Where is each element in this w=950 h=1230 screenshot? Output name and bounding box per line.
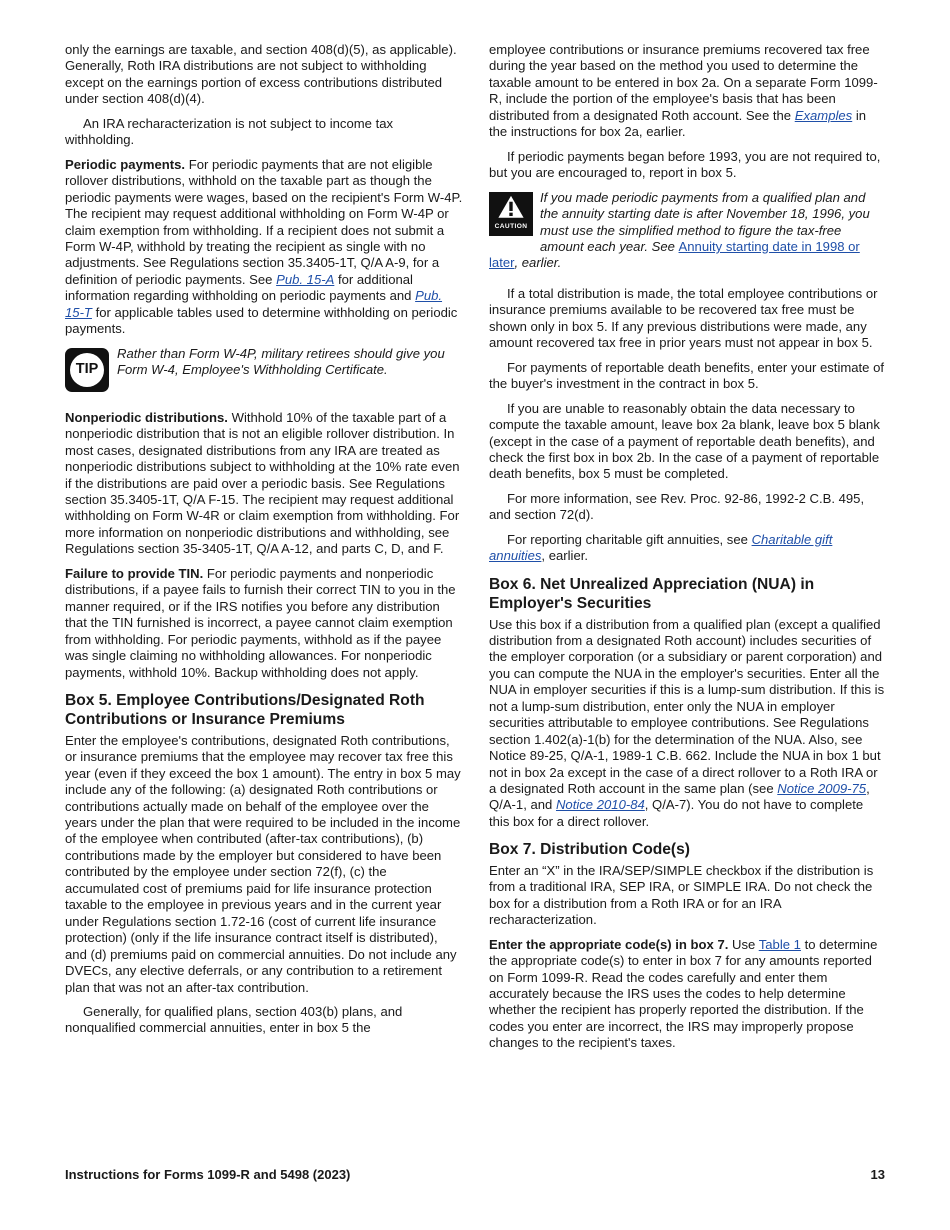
paragraph: For more information, see Rev. Proc. 92-86, 1992-2 C.B. 495, and section 72(d).: [489, 490, 865, 523]
paragraph: Enter the appropriate code(s) in box 7. Use Table 1 to determine the appropriate code(s) to enter in box 7 for any amounts reported on Form 1099-R. Read the codes carefully and enter them accurately because the IRS uses the codes to help determine whether the recipient has properly reported the distribution. If the codes you enter are incorrect, the IRS may improperly propose changes to the recipient's taxes.: [489, 936, 878, 1051]
footer-title: Instructions for Forms 1099-R and 5498 (2023): [65, 1167, 351, 1182]
charitable-gift-annuities-link[interactable]: Charitable gift annuities: [489, 531, 833, 564]
caution-icon: CAUTION: [489, 192, 533, 236]
pub-15a-link[interactable]: Pub. 15-A: [276, 271, 335, 287]
nonperiodic-paragraph: Nonperiodic distributions. Withhold 10% of the taxable part of a nonperiodic distribution that is not an eligible rollover distribution. In most cases, designated distributions from any IRA are treated as nonperiodic distributions subject to withholding at the 10% rate even if the distributions are paid over a periodic basis. See Regulations section 35.3405-1T, Q/A F-15. The recipient may request additional withholding on Form W-4R or claim exemption from withholding. For more information on nonperiodic distributions and withholding, see Regulations section 35-3405-1T, Q/A A-12, and parts C, D, and F.: [65, 409, 460, 557]
warning-triangle-icon: [495, 195, 527, 219]
table-1-link[interactable]: Table 1: [758, 936, 801, 952]
box7-heading: Box 7. Distribution Code(s): [489, 841, 690, 859]
paragraph: Enter the employee's contributions, designated Roth contributions, or insurance premiums that the employee may recover tax free this year (even if they exceed the box 1 amount). The entry in box 5 may include any of the following: (a) designated Roth contributions or contributions actually made on behalf of the employee over the years under the plan that were required to be included in the income of the employee when contributed (after-tax contributions), (b) contributions made by the employer but considered to have been contributed by the employee under section 72(f), (c) the accumulated cost of premiums paid for life insurance protection taxable to the employee in previous years and in the current year under Regulations section 1.72-16 (cost of current life insurance protection) (only if the life insurance contract itself is distributed), and (d) premiums paid on commercial annuities. Do not include any DVECs, any elective deferrals, or any contribution to a retirement plan that was not an after-tax contribution.: [65, 732, 461, 995]
pub-15t-link[interactable]: Pub. 15-T: [65, 288, 443, 320]
paragraph: Generally, for qualified plans, section 403(b) plans, and nonqualified commercial annuities, enter in box 5 the: [65, 1004, 403, 1036]
paragraph: If periodic payments began before 1993, you are not required to, but you are encouraged to, report in box 5.: [489, 148, 881, 181]
notice-2009-75-link[interactable]: Notice 2009-75: [777, 781, 867, 797]
caution-note: CAUTION If you made periodic payments from a qualified plan and the annuity starting date is after November 18, 1996, you must use the simplified method to figure the tax-free amount each year. See Annuity starting date in 1998 or later, earlier.: [489, 189, 870, 271]
paragraph: If you are unable to reasonably obtain the data necessary to compute the taxable amount, leave box 2a blank, leave box 5 blank (except in the case of a payment of reportable death benefits), and check the first box in box 2b. In the case of a payment of reportable death benefits, box 5 must be completed.: [489, 400, 880, 482]
paragraph: Use this box if a distribution from a qualified plan (except a qualified distribution from a designated Roth account) includes securities of the employer corporation (or a subsidiary or parent corporation) and you can compute the NUA in the employer's securities. Enter all the NUA in employer securities if this is a lump-sum distribution. If this is not a lump-sum distribution, enter only the NUA in employer securities attributable to employee contributions. See Regulations section 1.402(a)-1(b) for the determination of the NUA. Also, see Notice 89-25, Q/A-1, 1989-1 C.B. 662. Include the NUA in box 1 but not in box 2a except in the case of a direct rollover to a Roth IRA or a designated Roth account in the same plan (see Notice 2009-75, Q/A-1, and Notice 2010-84, Q/A-7). You do not have to complete this box for a direct rollover.: [489, 616, 885, 829]
left-column: [65, 42, 463, 1045]
paragraph: For payments of reportable death benefits, enter your estimate of the buyer's investment in the contract in box 5.: [489, 359, 885, 392]
tip-icon: TIP: [65, 348, 109, 392]
examples-link[interactable]: Examples: [794, 107, 853, 123]
run-in-heading: Periodic payments.: [65, 156, 186, 172]
paragraph: Enter an “X” in the IRA/SEP/SIMPLE checkbox if the distribution is from a traditional IRA, SEP IRA, or SIMPLE IRA. Do not check the box for a distribution from a Roth IRA or for an IRA recharacterization.: [489, 862, 874, 928]
tip-note: [65, 346, 463, 402]
box5-heading: Box 5. Employee Contributions/Designated Roth Contributions or Insurance Premiums: [65, 691, 425, 729]
annuity-starting-date-link[interactable]: Annuity starting date in 1998 or later: [489, 238, 860, 271]
run-in-heading: Failure to provide TIN.: [65, 565, 204, 581]
page-number: 13: [870, 1167, 885, 1182]
box6-heading: Box 6. Net Unrealized Appreciation (NUA) in Employer's Securities: [489, 575, 815, 613]
tip-text: Rather than Form W-4P, military retirees should give you Form W-4, Employee's Withholding Certificate.: [117, 345, 445, 378]
paragraph: For reporting charitable gift annuities, see Charitable gift annuities, earlier.: [489, 531, 833, 564]
notice-2010-84-link[interactable]: Notice 2010-84: [555, 797, 645, 813]
run-in-heading: Enter the appropriate code(s) in box 7.: [489, 936, 729, 952]
paragraph: employee contributions or insurance premiums recovered tax free during the year based on the method you used to determine the taxable amount to be entered in box 2a. On a separate Form 1099-R, include the portion of the employee's basis that has been distributed from a designated Roth account. See the Examples in the instructions for box 2a, earlier.: [489, 42, 878, 140]
paragraph: only the earnings are taxable, and section 408(d)(5), as applicable). Generally, Roth IRA distributions are not subject to withholding except on the earnings portion of excess contributions distributed under section 408(d)(4).: [65, 42, 457, 107]
right-column: [489, 42, 887, 1060]
run-in-heading: Nonperiodic distributions.: [65, 409, 228, 425]
failure-tin-paragraph: Failure to provide TIN. For periodic payments and nonperiodic distributions, if a payee fails to furnish their correct TIN to you in the manner required, or if the IRS notifies you before any distribution that the TIN furnished is incorrect, a payee cannot claim exemption from withholding. For periodic payments, withhold as if the payee was single claiming no withholding allowances. For nonperiodic payments, withhold 10%. Backup withholding does not apply.: [65, 565, 456, 680]
paragraph: An IRA recharacterization is not subject to income tax withholding.: [65, 115, 394, 148]
periodic-payments-paragraph: Periodic payments. For periodic payments that are not eligible rollover distributions, withhold on the taxable part as though the periodic payments were wages, based on the recipient's Form W-4P. The recipient may request additional withholding on Form W-4P or claim exemption from withholding. If a recipient does not submit a Form W-4P, withhold by treating the recipient as single with no adjustments. See Regulations section 35.3405-1T, Q/A A-9, for a definition of periodic payments. See Pub. 15-A for additional information regarding withholding on periodic payments and Pub. 15-T for applicable tables used to determine withholding on periodic payments.: [65, 156, 463, 337]
paragraph: If a total distribution is made, the total employee contributions or insurance premiums available to be recovered tax free must be shown only in box 5. If any previous distributions were made, any amount recovered tax free in prior years must not appear in box 5.: [489, 285, 878, 351]
page-footer: [65, 1167, 885, 1182]
